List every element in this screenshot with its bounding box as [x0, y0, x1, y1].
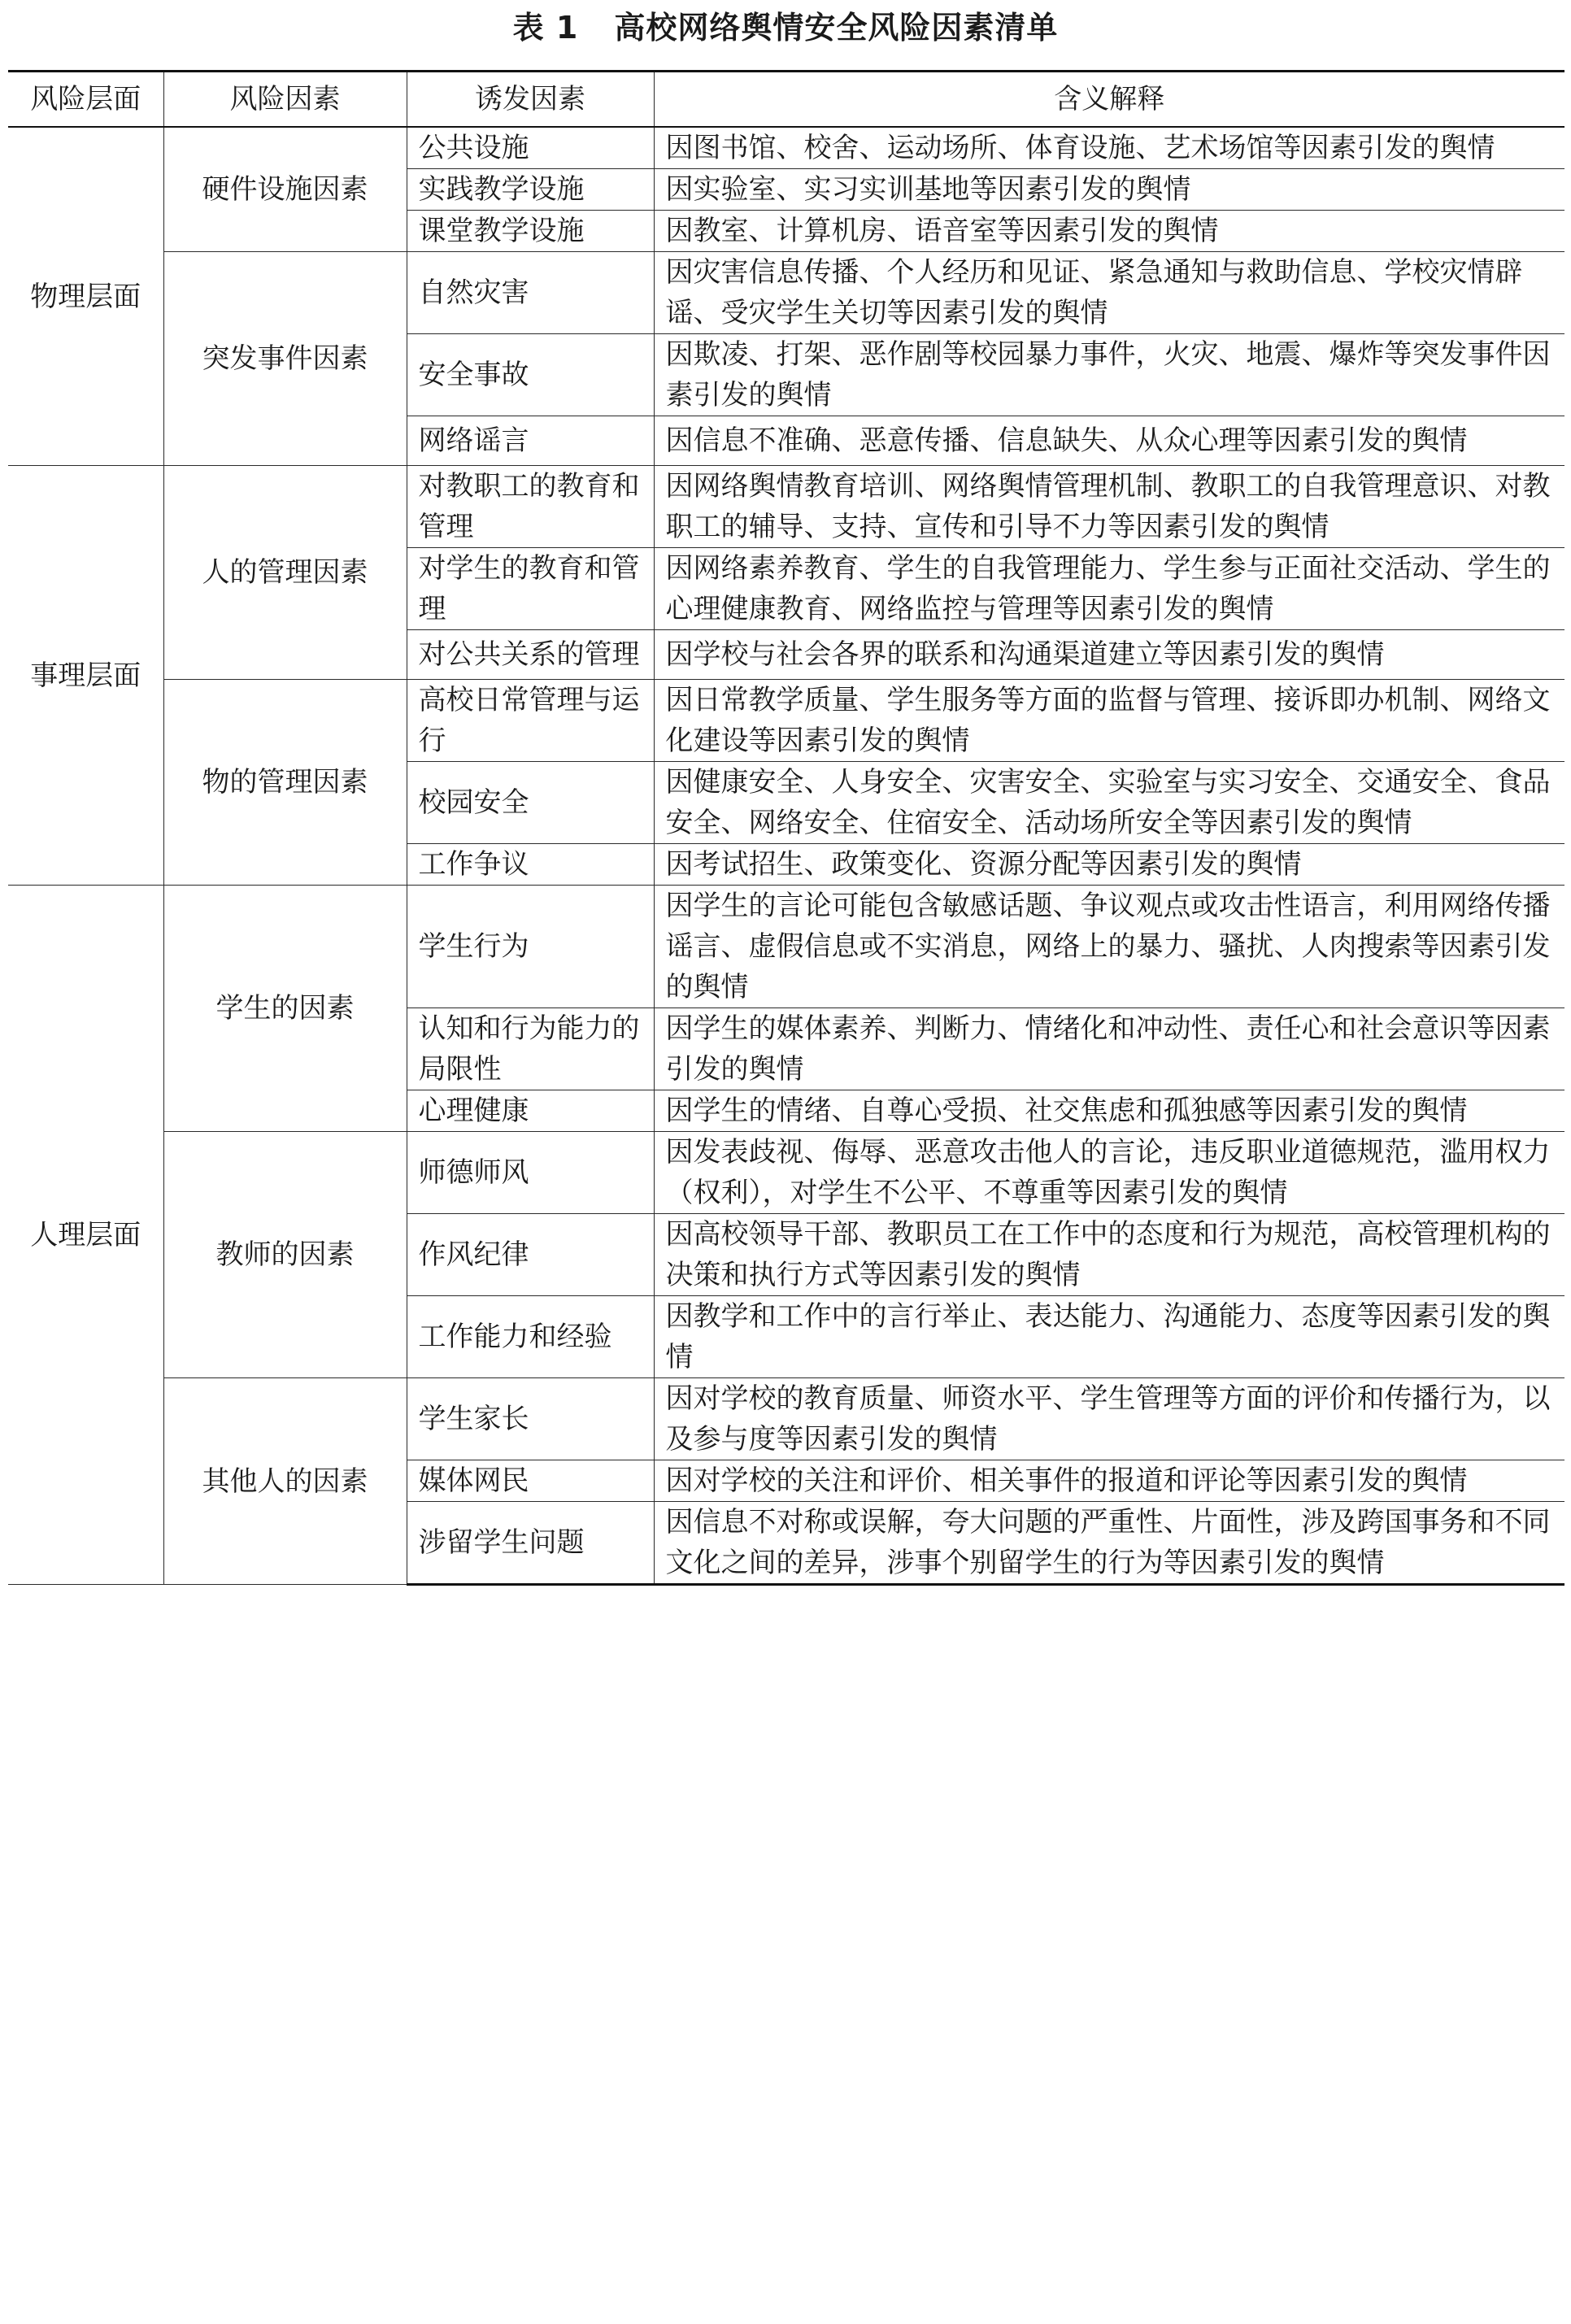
- risk-factor-cell: 物的管理因素: [163, 680, 407, 886]
- meaning-cell: 因教学和工作中的言行举止、表达能力、沟通能力、态度等因素引发的舆情: [654, 1296, 1564, 1378]
- meaning-cell: 因网络舆情教育培训、网络舆情管理机制、教职工的自我管理意识、对教职工的辅导、支持、宣传和引导不力等因素引发的舆情: [654, 466, 1564, 548]
- risk-level-cell: 物理层面: [8, 127, 163, 466]
- trigger-cell: 工作争议: [407, 844, 654, 886]
- meaning-cell: 因网络素养教育、学生的自我管理能力、学生参与正面社交活动、学生的心理健康教育、网络监控与管理等因素引发的舆情: [654, 548, 1564, 630]
- table-title: [0, 3, 1571, 52]
- table-row: [8, 886, 1564, 1008]
- meaning-cell: 因信息不对称或误解，夸大问题的严重性、片面性，涉及跨国事务和不同文化之间的差异，涉事个别留学生的行为等因素引发的舆情: [654, 1502, 1564, 1585]
- trigger-cell: 对学生的教育和管理: [407, 548, 654, 630]
- meaning-cell: 因学生的媒体素养、判断力、情绪化和冲动性、责任心和社会意识等因素引发的舆情: [654, 1008, 1564, 1090]
- risk-factor-cell: 人的管理因素: [163, 466, 407, 680]
- meaning-cell: 因健康安全、人身安全、灾害安全、实验室与实习安全、交通安全、食品安全、网络安全、住宿安全、活动场所安全等因素引发的舆情: [654, 762, 1564, 844]
- header-risk-factor: 风险因素: [163, 72, 407, 128]
- table-row: [8, 127, 1564, 169]
- trigger-cell: 公共设施: [407, 127, 654, 169]
- risk-level-cell: 事理层面: [8, 466, 163, 886]
- meaning-cell: 因对学校的关注和评价、相关事件的报道和评论等因素引发的舆情: [654, 1460, 1564, 1502]
- trigger-cell: 安全事故: [407, 334, 654, 416]
- risk-factor-cell: 突发事件因素: [163, 252, 407, 466]
- risk-factor-cell: 教师的因素: [163, 1132, 407, 1378]
- trigger-cell: 自然灾害: [407, 252, 654, 334]
- header-meaning: 含义解释: [654, 72, 1564, 128]
- trigger-cell: 工作能力和经验: [407, 1296, 654, 1378]
- meaning-cell: 因实验室、实习实训基地等因素引发的舆情: [654, 169, 1564, 211]
- meaning-cell: 因信息不准确、恶意传播、信息缺失、从众心理等因素引发的舆情: [654, 416, 1564, 466]
- risk-factor-cell: 其他人的因素: [163, 1378, 407, 1585]
- meaning-cell: 因灾害信息传播、个人经历和见证、紧急通知与救助信息、学校灾情辟谣、受灾学生关切等因素引发的舆情: [654, 252, 1564, 334]
- meaning-cell: 因图书馆、校舍、运动场所、体育设施、艺术场馆等因素引发的舆情: [654, 127, 1564, 169]
- header-row: [8, 72, 1564, 128]
- meaning-cell: 因学生的情绪、自尊心受损、社交焦虑和孤独感等因素引发的舆情: [654, 1090, 1564, 1132]
- trigger-cell: 认知和行为能力的局限性: [407, 1008, 654, 1090]
- trigger-cell: 高校日常管理与运行: [407, 680, 654, 762]
- trigger-cell: 校园安全: [407, 762, 654, 844]
- trigger-cell: 实践教学设施: [407, 169, 654, 211]
- trigger-cell: 涉留学生问题: [407, 1502, 654, 1585]
- meaning-cell: 因学生的言论可能包含敏感话题、争议观点或攻击性语言，利用网络传播谣言、虚假信息或不实消息，网络上的暴力、骚扰、人肉搜索等因素引发的舆情: [654, 886, 1564, 1008]
- meaning-cell: 因教室、计算机房、语音室等因素引发的舆情: [654, 211, 1564, 252]
- risk-factor-cell: 学生的因素: [163, 886, 407, 1132]
- meaning-cell: 因日常教学质量、学生服务等方面的监督与管理、接诉即办机制、网络文化建设等因素引发的舆情: [654, 680, 1564, 762]
- trigger-cell: 学生家长: [407, 1378, 654, 1460]
- header-trigger: 诱发因素: [407, 72, 654, 128]
- meaning-cell: 因发表歧视、侮辱、恶意攻击他人的言论，违反职业道德规范，滥用权力（权利），对学生不公平、不尊重等因素引发的舆情: [654, 1132, 1564, 1214]
- table-number: 表 1: [512, 10, 579, 46]
- trigger-cell: 课堂教学设施: [407, 211, 654, 252]
- meaning-cell: 因高校领导干部、教职员工在工作中的态度和行为规范，高校管理机构的决策和执行方式等因素引发的舆情: [654, 1214, 1564, 1296]
- trigger-cell: 师德师风: [407, 1132, 654, 1214]
- meaning-cell: 因对学校的教育质量、师资水平、学生管理等方面的评价和传播行为，以及参与度等因素引发的舆情: [654, 1378, 1564, 1460]
- table-row: [8, 1378, 1564, 1460]
- risk-level-cell: 人理层面: [8, 886, 163, 1585]
- trigger-cell: 学生行为: [407, 886, 654, 1008]
- table-row: [8, 466, 1564, 548]
- trigger-cell: 对公共关系的管理: [407, 630, 654, 680]
- table-row: [8, 680, 1564, 762]
- trigger-cell: 心理健康: [407, 1090, 654, 1132]
- trigger-cell: 媒体网民: [407, 1460, 654, 1502]
- table-row: [8, 1132, 1564, 1214]
- table-row: [8, 252, 1564, 334]
- trigger-cell: 作风纪律: [407, 1214, 654, 1296]
- trigger-cell: 对教职工的教育和管理: [407, 466, 654, 548]
- risk-factor-cell: 硬件设施因素: [163, 127, 407, 252]
- meaning-cell: 因欺凌、打架、恶作剧等校园暴力事件，火灾、地震、爆炸等突发事件因素引发的舆情: [654, 334, 1564, 416]
- trigger-cell: 网络谣言: [407, 416, 654, 466]
- table-title-text: 高校网络舆情安全风险因素清单: [614, 10, 1059, 46]
- table-body: [8, 127, 1564, 1585]
- meaning-cell: 因学校与社会各界的联系和沟通渠道建立等因素引发的舆情: [654, 630, 1564, 680]
- risk-factor-table: [8, 70, 1564, 1586]
- meaning-cell: 因考试招生、政策变化、资源分配等因素引发的舆情: [654, 844, 1564, 886]
- header-risk-level: 风险层面: [8, 72, 163, 128]
